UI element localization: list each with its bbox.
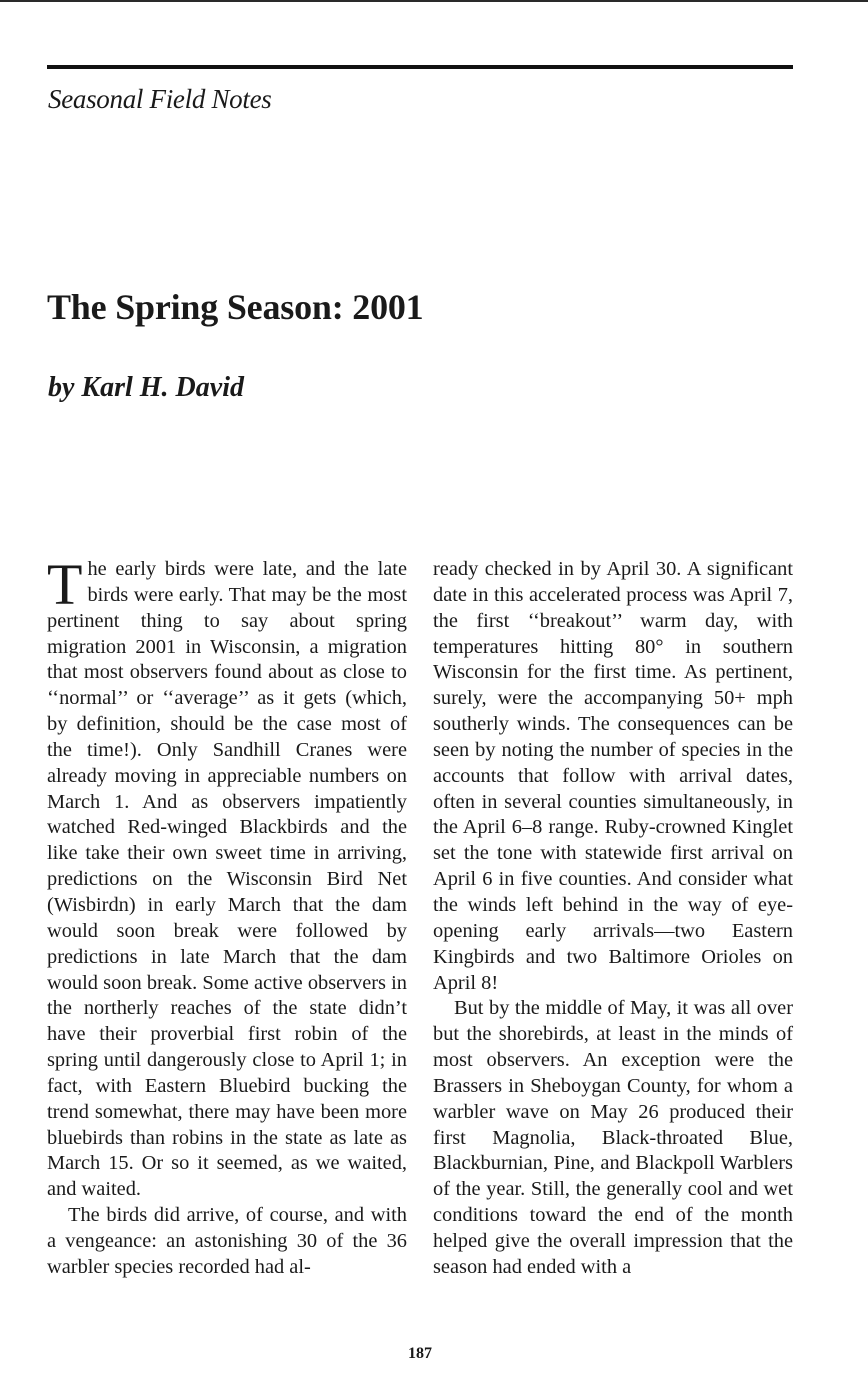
drop-cap: T	[47, 552, 83, 617]
text-column-left	[47, 552, 407, 1281]
text-column-right	[433, 557, 793, 1281]
section-heading: Seasonal Field Notes	[48, 84, 272, 114]
article-byline: by Karl H. David	[48, 372, 244, 403]
paragraph-4: But by the middle of May, it was all over but the shorebirds, at least in the minds of most observers. An exception were the Brassers in Sheboygan County, for whom a warbler wave on May 26 produced their first Magnolia, Black-throated Blue, Blackburnian, Pine, and Blackpoll Warblers of the year. Still, the generally cool and wet conditions toward the end of the month helped give the overall impression that the season had ended with a	[433, 997, 793, 1278]
header-rule	[47, 65, 793, 69]
paragraph-2: The birds did arrive, of course, and with a vengeance: an astonishing 30 of the 36 warbler species recorded had al-	[47, 1204, 407, 1278]
page-number: 187	[408, 1345, 432, 1362]
paragraph-3: ready checked in by April 30. A significant date in this accelerated process was April 7, the first ‘‘breakout’’ warm day, with temperatures hitting 80° in southern Wisconsin for the first time. As pertinent, surely, were the accompanying 50+ mph southerly winds. The consequences can be seen by noting the number of species in the accounts that follow with arrival dates, often in several counties simultaneously, in the April 6–8 range. Ruby-crowned Kinglet set the tone with statewide first arrival on April 6 in five counties. And consider what the winds left behind in the way of eye-opening early arrivals—two Eastern Kingbirds and two Baltimore Orioles on April 8!	[433, 558, 793, 994]
article-title: The Spring Season: 2001	[47, 287, 424, 327]
paragraph-1	[47, 552, 407, 1203]
page-top-edge	[0, 0, 868, 2]
paragraph-1-text: he early birds were late, and the late birds were early. That may be the most pertinent thing to say about spring migration 2001 in Wisconsin, a migration that most observers found about as close to ‘‘normal’’ or ‘‘average’’ as it gets (which, by definition, should be the case most of the time!). Only Sandhill Cranes were already moving in appreciable numbers on March 1. And as observers impatiently watched Red-winged Blackbirds and the like take their own sweet time in arriving, predictions on the Wisconsin Bird Net (Wisbirdn) in early March that the dam would soon break were followed by predictions in late March that the dam would soon break. Some active observers in the northerly reaches of the state didn’t have their proverbial first robin of the spring until dangerously close to April 1; in fact, with Eastern Bluebird bucking the trend somewhat, there may have been more bluebirds than robins in the state as late as March 15. Or so it seemed, as we waited, and waited.	[47, 558, 407, 1201]
